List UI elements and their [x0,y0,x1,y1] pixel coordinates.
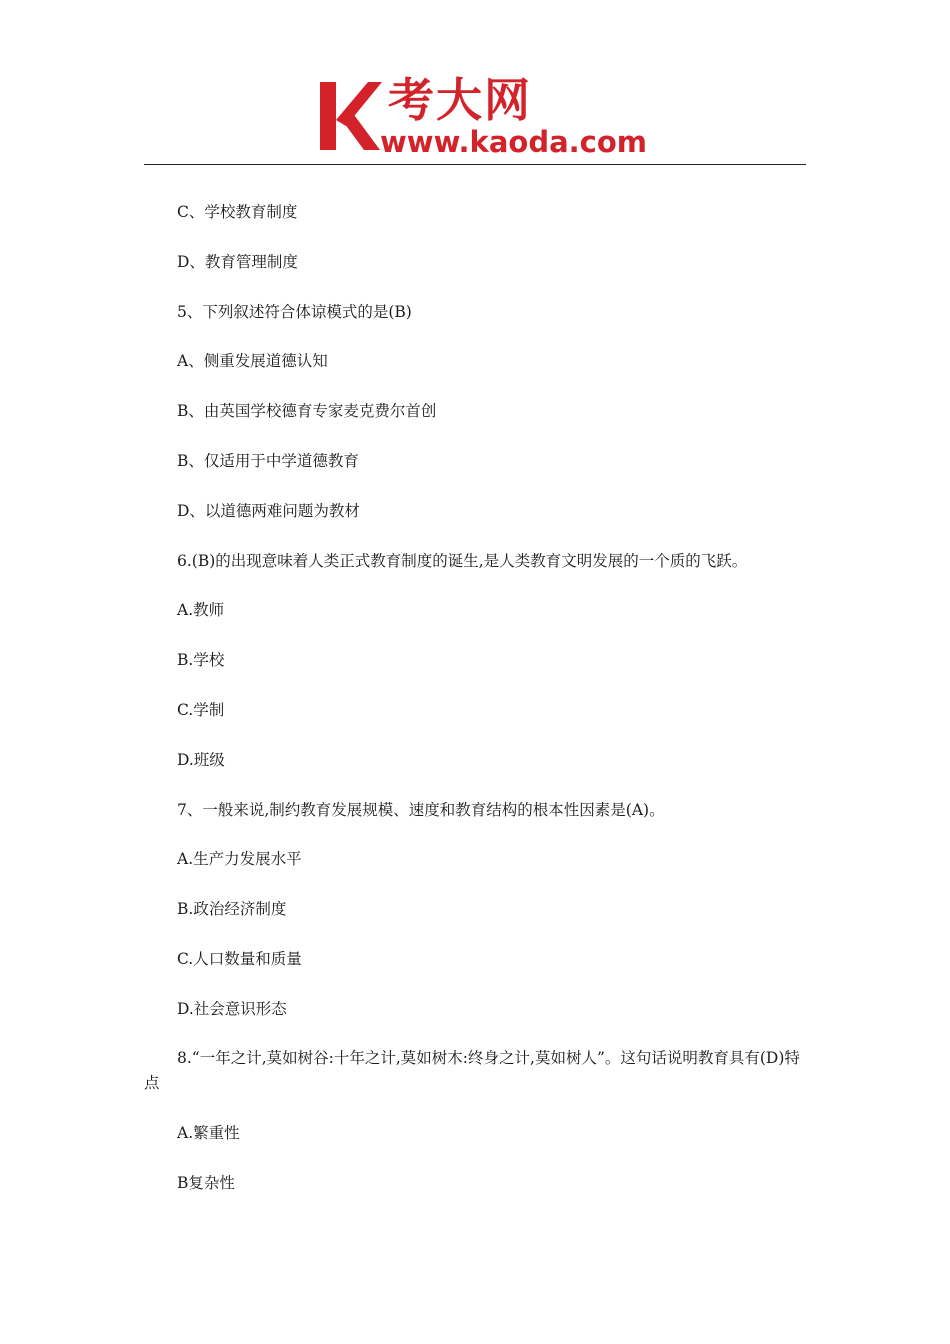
option-d-q4: D、教育管理制度 [177,253,298,271]
option-a-q7: A.生产力发展水平 [177,850,302,868]
option-d-q5: D、以道德两难问题为教材 [177,502,360,520]
option-b-q5: B、由英国学校德育专家麦克费尔首创 [177,402,437,420]
k-logo-icon [318,80,382,152]
logo-url-text: www.kaoda.com [380,125,647,159]
option-a-q6: A.教师 [177,601,225,619]
option-d-q6: D.班级 [177,751,225,769]
option-c-q7: C.人口数量和质量 [177,950,302,968]
question-7: 7、一般来说,制约教育发展规模、速度和教育结构的根本性因素是(A)。 [177,801,665,819]
option-b-q6: B.学校 [177,651,225,669]
option-a-q5: A、侧重发展道德认知 [177,352,328,370]
logo-chinese-text: 考大网 [388,73,532,127]
option-d-q7: D.社会意识形态 [177,1000,287,1018]
option-b-q7: B.政治经济制度 [177,900,287,918]
option-b2-q5: B、仅适用于中学道德教育 [177,452,359,470]
question-8: 8.“一年之计,莫如树谷:十年之计,莫如树木:终身之计,莫如树人”。这句话说明教育具有(D)特点 [144,1049,800,1092]
option-b-q8: B复杂性 [177,1174,235,1192]
option-c-q6: C.学制 [177,701,225,719]
option-c-q4: C、学校教育制度 [177,203,298,221]
page-header [0,0,950,170]
kaoda-logo[interactable] [318,73,647,160]
question-5: 5、下列叙述符合体谅模式的是(B) [177,303,412,321]
header-divider [144,164,806,165]
option-a-q8: A.繁重性 [177,1124,240,1142]
question-6: 6.(B)的出现意味着人类正式教育制度的诞生,是人类教育文明发展的一个质的飞跃。 [177,552,748,570]
